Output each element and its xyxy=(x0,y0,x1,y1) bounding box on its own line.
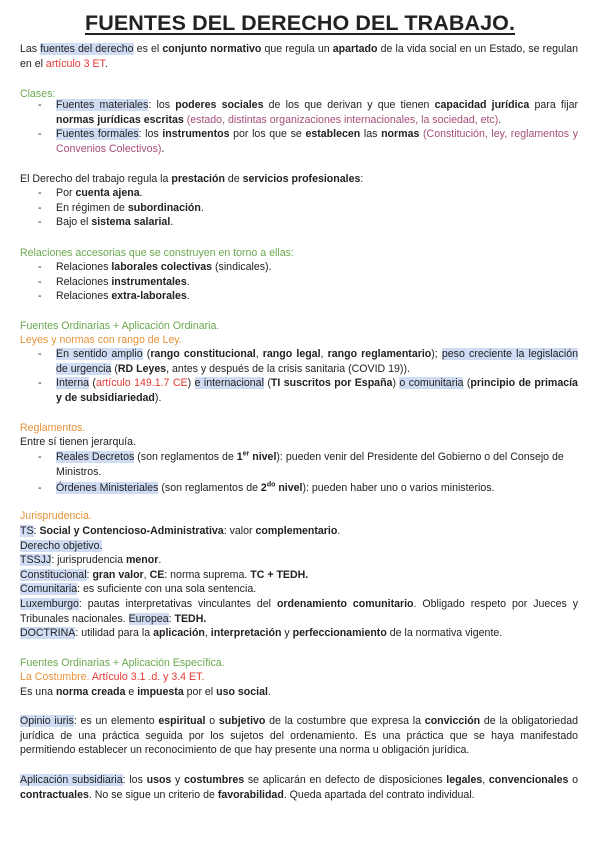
relaciones-list xyxy=(38,260,578,304)
ordinarias-subheading: Leyes y normas con rango de Ley. xyxy=(20,334,182,346)
jurisprudencia-line: Derecho objetivo. xyxy=(20,539,103,552)
list-item: - Órdenes Ministeriales (son reglamentos de $2^{do}$ nivel): pueden haber uno o varios ministerios. xyxy=(38,481,578,496)
page-title: FUENTES DEL DERECHO DEL TRABAJO. xyxy=(84,11,516,35)
list-item: - Por cuenta ajena. xyxy=(38,186,578,201)
list-item: - Fuentes materiales: los poderes sociales de los que derivan y que tienen capacidad jurídica para fijar normas jurídicas escritas (estado, distintas organizaciones internacionales, la sociedad, etc). xyxy=(38,98,578,127)
jurisprudencia-line: Comunitaria: es suficiente con una sola sentencia. xyxy=(20,583,257,596)
jurisprudencia-line: TSSJJ: jurisprudencia menor. xyxy=(20,554,162,567)
list-item: - Relaciones laborales colectivas (sindicales). xyxy=(38,260,578,275)
costumbre-definition: Es una norma creada e impuesta por el uso social. xyxy=(20,686,271,698)
jurisprudencia-heading: Jurisprudencia. xyxy=(20,510,92,522)
ordinarias-list xyxy=(38,347,578,405)
list-item: - Interna (artículo 149.1.7 CE) e internacional (TI suscritos por España) o comunitaria (principio de primacía y de subsidiariedad). xyxy=(38,376,578,405)
list-item: - En régimen de subordinación. xyxy=(38,201,578,216)
reglamentos-intro: Entre sí tienen jerarquía. xyxy=(20,436,137,448)
opinio-iuris-paragraph: Opinio iuris: es un elemento espiritual o subjetivo de la costumbre que expresa la convicción de la obligatoriedad jurídica de una práctica seguida por los sujetos del ordenamiento. Es una práctica que se haya manifestado permitiendo establecer un reconocimiento de que hay presente una norma u obligación jurídica. xyxy=(20,715,578,757)
especifica-subheading: La Costumbre. Artículo 3.1 .d. y 3.4 ET. xyxy=(20,671,205,683)
jurisprudencia-block xyxy=(20,524,578,641)
aplicacion-subsidiaria-paragraph: Aplicación subsidiaria: los usos y costumbres se aplicarán en defecto de disposiciones legales, convencionales o contractuales. No se sigue un criterio de favorabilidad. Queda apartada del contrato individual. xyxy=(20,774,579,801)
jurisprudencia-line: DOCTRINA: utilidad para la aplicación, interpretación y perfeccionamiento de la normativa vigente. xyxy=(20,627,503,640)
list-item: - Bajo el sistema salarial. xyxy=(38,215,578,230)
jurisprudencia-line: Luxemburgo: pautas interpretativas vinculantes del ordenamiento comunitario. Obligado respeto por Jueces y Tribunales nacionales. Europea: TEDH. xyxy=(20,597,578,625)
clases-heading: Clases: xyxy=(20,88,56,100)
especifica-heading: Fuentes Ordinarias + Aplicación Específica. xyxy=(20,657,225,669)
jurisprudencia-line: Constitucional: gran valor, CE: norma suprema. TC + TEDH. xyxy=(20,568,309,581)
list-item: - Reales Decretos (son reglamentos de 1er nivel): pueden venir del Presidente del Gobierno o del Consejo de Ministros. xyxy=(38,450,578,479)
intro-paragraph: Las fuentes del derecho es el conjunto normativo que regula un apartado de la vida social en un Estado, se regulan en el artículo 3 ET. xyxy=(20,43,579,70)
reglamentos-list xyxy=(38,450,578,496)
ordinarias-heading: Fuentes Ordinarias + Aplicación Ordinaria. xyxy=(20,320,220,332)
list-item: - En sentido amplio (rango constitucional, rango legal, rango reglamentario); peso creciente la legislación de urgencia (RD Leyes, antes y después de la crisis sanitaria (COVID 19)). xyxy=(38,347,578,376)
derecho-paragraph: El Derecho del trabajo regula la prestación de servicios profesionales: xyxy=(20,173,364,185)
list-item: - Relaciones instrumentales. xyxy=(38,275,578,290)
relaciones-heading: Relaciones accesorias que se construyen en torno a ellas: xyxy=(20,247,294,259)
derecho-list xyxy=(38,186,578,230)
clases-list xyxy=(38,98,578,156)
list-item: - Fuentes formales: los instrumentos por los que se establecen las normas (Constitución, ley, reglamentos y Convenios Colectivos). xyxy=(38,127,578,156)
reglamentos-heading: Reglamentos. xyxy=(20,422,86,434)
jurisprudencia-line: TS: Social y Contencioso-Administrativa: valor complementario. xyxy=(20,525,341,537)
list-item: - Relaciones extra-laborales. xyxy=(38,289,578,304)
